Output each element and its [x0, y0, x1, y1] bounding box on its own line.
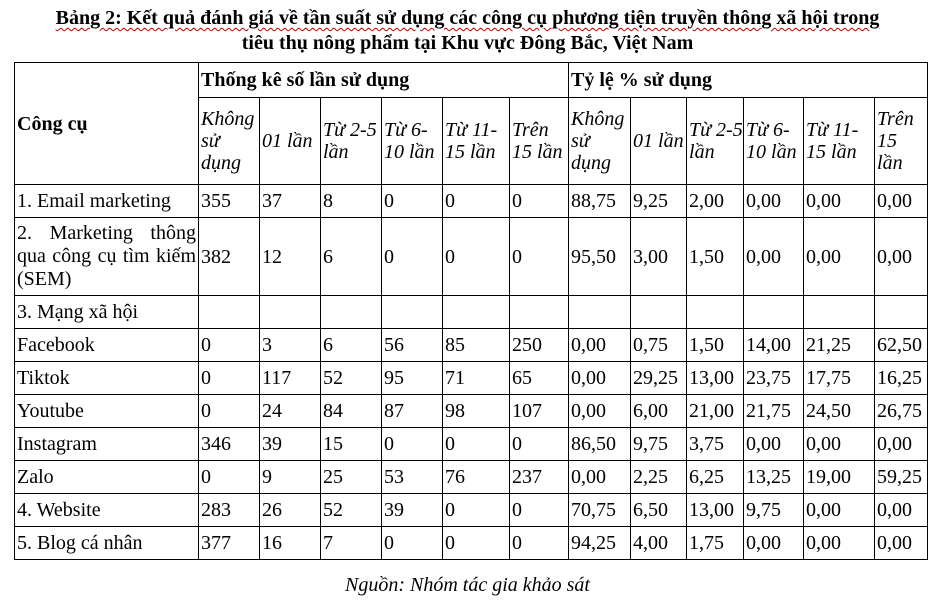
count-cell: 0 — [510, 527, 569, 560]
percent-cell — [804, 296, 875, 329]
count-cell: 84 — [321, 395, 382, 428]
count-subheader: Từ 6-10 lần — [382, 98, 443, 185]
table-row — [15, 218, 928, 296]
percent-cell: 21,75 — [744, 395, 804, 428]
row-label: 3. Mạng xã hội — [15, 296, 199, 329]
count-subheader: 01 lần — [260, 98, 321, 185]
row-label: Youtube — [15, 395, 199, 428]
count-cell: 65 — [510, 362, 569, 395]
percent-cell: 0,00 — [744, 218, 804, 296]
count-cell: 52 — [321, 494, 382, 527]
count-cell: 95 — [382, 362, 443, 395]
percent-cell: 2,25 — [631, 461, 687, 494]
percent-subheader: Từ 2-5 lần — [687, 98, 744, 185]
percent-cell: 94,25 — [569, 527, 631, 560]
count-cell: 107 — [510, 395, 569, 428]
count-cell: 7 — [321, 527, 382, 560]
percent-cell: 1,50 — [687, 329, 744, 362]
table-row — [15, 428, 928, 461]
percent-cell: 0,00 — [804, 527, 875, 560]
percent-cell: 0,00 — [744, 428, 804, 461]
table-title-line-2: tiêu thụ nông phẩm tại Khu vực Đông Bắc, Việt Nam — [241, 32, 694, 54]
frequency-table — [14, 62, 928, 560]
count-cell — [443, 296, 510, 329]
percent-cell: 0,00 — [875, 494, 928, 527]
percent-cell: 26,75 — [875, 395, 928, 428]
count-cell: 377 — [199, 527, 260, 560]
count-cell: 25 — [321, 461, 382, 494]
percent-subheader: Từ 11-15 lần — [804, 98, 875, 185]
percent-subheader: Từ 6-10 lần — [744, 98, 804, 185]
row-label: 1. Email marketing — [15, 185, 199, 218]
count-cell: 0 — [199, 395, 260, 428]
percent-cell — [744, 296, 804, 329]
count-cell: 0 — [443, 428, 510, 461]
percent-cell: 9,25 — [631, 185, 687, 218]
count-cell: 12 — [260, 218, 321, 296]
row-label: Facebook — [15, 329, 199, 362]
percent-cell: 0,00 — [569, 461, 631, 494]
percent-cell: 6,00 — [631, 395, 687, 428]
count-cell — [321, 296, 382, 329]
percent-subheader: Không sử dụng — [569, 98, 631, 185]
percent-cell: 0,00 — [804, 218, 875, 296]
percent-cell: 0,00 — [875, 428, 928, 461]
count-cell: 0 — [443, 185, 510, 218]
count-cell: 52 — [321, 362, 382, 395]
table-title — [0, 6, 935, 56]
percent-cell: 0,00 — [569, 362, 631, 395]
count-cell: 39 — [382, 494, 443, 527]
row-label: 2. Marketing thông qua công cụ tìm kiếm (SEM) — [15, 218, 199, 296]
percent-cell — [875, 296, 928, 329]
percent-cell: 6,50 — [631, 494, 687, 527]
percent-cell: 0,00 — [804, 494, 875, 527]
count-cell — [260, 296, 321, 329]
count-cell: 0 — [382, 527, 443, 560]
percent-cell — [631, 296, 687, 329]
percent-cell: 88,75 — [569, 185, 631, 218]
percent-cell: 0,00 — [875, 218, 928, 296]
percent-cell: 2,00 — [687, 185, 744, 218]
count-subheader: Từ 11-15 lần — [443, 98, 510, 185]
count-cell: 0 — [443, 494, 510, 527]
count-cell: 0 — [199, 362, 260, 395]
group-header-percent: Tỷ lệ % sử dụng — [569, 63, 928, 98]
count-cell: 0 — [382, 428, 443, 461]
percent-cell: 0,00 — [569, 395, 631, 428]
percent-cell: 21,25 — [804, 329, 875, 362]
count-cell: 355 — [199, 185, 260, 218]
row-label: Instagram — [15, 428, 199, 461]
percent-cell: 9,75 — [744, 494, 804, 527]
count-cell: 26 — [260, 494, 321, 527]
count-subheader: Từ 2-5 lần — [321, 98, 382, 185]
table-row — [15, 527, 928, 560]
count-cell: 0 — [199, 461, 260, 494]
percent-cell: 1,75 — [687, 527, 744, 560]
count-cell: 37 — [260, 185, 321, 218]
percent-cell: 1,50 — [687, 218, 744, 296]
count-cell: 250 — [510, 329, 569, 362]
table-row — [15, 185, 928, 218]
count-cell: 85 — [443, 329, 510, 362]
group-header-count: Thống kê số lần sử dụng — [199, 63, 569, 98]
table-title-line-1: Bảng 2: Kết quả đánh giá về tần suất sử dụng các công cụ phương tiện truyền thông xã hội trong — [55, 7, 880, 29]
percent-cell: 19,00 — [804, 461, 875, 494]
table-row — [15, 362, 928, 395]
percent-cell — [687, 296, 744, 329]
row-label: 5. Blog cá nhân — [15, 527, 199, 560]
percent-cell: 0,75 — [631, 329, 687, 362]
percent-cell: 14,00 — [744, 329, 804, 362]
percent-cell: 21,00 — [687, 395, 744, 428]
percent-cell: 0,00 — [804, 428, 875, 461]
percent-cell — [569, 296, 631, 329]
percent-cell: 3,00 — [631, 218, 687, 296]
count-cell: 6 — [321, 329, 382, 362]
count-cell: 3 — [260, 329, 321, 362]
count-cell — [510, 296, 569, 329]
percent-subheader: 01 lần — [631, 98, 687, 185]
count-cell: 0 — [510, 218, 569, 296]
table-row — [15, 494, 928, 527]
percent-cell: 4,00 — [631, 527, 687, 560]
count-cell: 71 — [443, 362, 510, 395]
percent-cell: 0,00 — [875, 527, 928, 560]
source-note: Nguồn: Nhóm tác gia khảo sát — [345, 574, 590, 596]
percent-cell: 17,75 — [804, 362, 875, 395]
count-cell: 87 — [382, 395, 443, 428]
percent-subheader: Trên 15 lần — [875, 98, 928, 185]
count-cell: 6 — [321, 218, 382, 296]
count-cell: 0 — [510, 428, 569, 461]
count-cell: 0 — [382, 185, 443, 218]
count-cell: 117 — [260, 362, 321, 395]
percent-cell: 0,00 — [744, 527, 804, 560]
count-cell: 346 — [199, 428, 260, 461]
percent-cell: 13,25 — [744, 461, 804, 494]
count-cell: 53 — [382, 461, 443, 494]
percent-cell: 6,25 — [687, 461, 744, 494]
percent-cell: 0,00 — [804, 185, 875, 218]
percent-cell: 29,25 — [631, 362, 687, 395]
percent-cell: 13,00 — [687, 362, 744, 395]
count-cell — [382, 296, 443, 329]
count-cell: 56 — [382, 329, 443, 362]
table-row — [15, 461, 928, 494]
count-cell — [199, 296, 260, 329]
percent-cell: 24,50 — [804, 395, 875, 428]
count-cell: 39 — [260, 428, 321, 461]
count-cell: 15 — [321, 428, 382, 461]
count-cell: 0 — [199, 329, 260, 362]
count-cell: 283 — [199, 494, 260, 527]
percent-cell: 86,50 — [569, 428, 631, 461]
percent-cell: 0,00 — [875, 185, 928, 218]
count-cell: 16 — [260, 527, 321, 560]
percent-cell: 70,75 — [569, 494, 631, 527]
count-subheader: Trên 15 lần — [510, 98, 569, 185]
percent-cell: 13,00 — [687, 494, 744, 527]
count-cell: 0 — [510, 494, 569, 527]
table-row — [15, 329, 928, 362]
percent-cell: 0,00 — [744, 185, 804, 218]
table-row — [15, 296, 928, 329]
column-header-tool: Công cụ — [15, 63, 199, 185]
count-cell: 0 — [443, 218, 510, 296]
percent-cell: 16,25 — [875, 362, 928, 395]
count-cell: 0 — [510, 185, 569, 218]
row-label: Zalo — [15, 461, 199, 494]
count-cell: 0 — [443, 527, 510, 560]
count-cell: 8 — [321, 185, 382, 218]
percent-cell: 59,25 — [875, 461, 928, 494]
percent-cell: 9,75 — [631, 428, 687, 461]
count-subheader: Không sử dụng — [199, 98, 260, 185]
percent-cell: 3,75 — [687, 428, 744, 461]
count-cell: 382 — [199, 218, 260, 296]
count-cell: 0 — [382, 218, 443, 296]
percent-cell: 23,75 — [744, 362, 804, 395]
table-row — [15, 395, 928, 428]
percent-cell: 62,50 — [875, 329, 928, 362]
percent-cell: 95,50 — [569, 218, 631, 296]
count-cell: 9 — [260, 461, 321, 494]
percent-cell: 0,00 — [569, 329, 631, 362]
count-cell: 98 — [443, 395, 510, 428]
count-cell: 24 — [260, 395, 321, 428]
row-label: 4. Website — [15, 494, 199, 527]
count-cell: 76 — [443, 461, 510, 494]
row-label: Tiktok — [15, 362, 199, 395]
count-cell: 237 — [510, 461, 569, 494]
